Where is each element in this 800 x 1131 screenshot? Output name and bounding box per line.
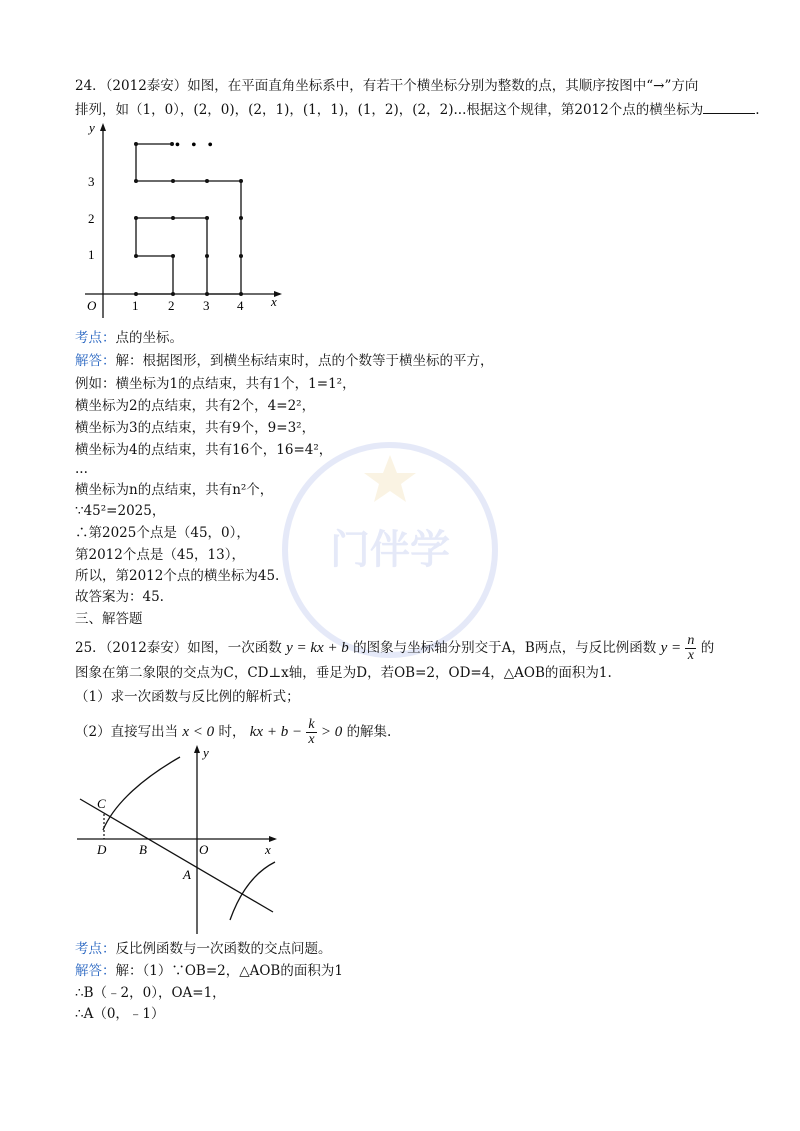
q24-solution-line [75, 352, 494, 370]
y-axis-label: y [203, 745, 209, 760]
linear-function-line [80, 799, 273, 912]
q24-solution-line: 故答案为：45. [75, 589, 164, 605]
condition: x < 0 [182, 724, 215, 740]
solution-text: 解：（1）∵OB=2，△AOB的面积为1 [115, 963, 343, 979]
q24-solution-line: 第2012个点是（45，13）， [75, 547, 245, 563]
q25-part1: （1）求一次函数与反比例的解析式； [75, 689, 300, 705]
point-C-label: C [97, 796, 106, 811]
q24-graph [75, 118, 295, 323]
q25-stem-line2: 图象在第二象限的交点为C，CD⊥x轴，垂足为D，若OB=2，OD=4，△AOB的面积为1. [75, 665, 612, 681]
origin-label: O [87, 298, 97, 313]
inequality-right: > 0 [320, 724, 343, 740]
q25-text: 25．（2012泰安）如图，一次函数 [75, 640, 282, 656]
q25-solution-line: ∴B（﹣2，0），OA=1， [75, 985, 226, 1001]
q24-stem-text: 排列，如（1，0），(2，0)，(2，1)，(1，1)，(1，2)，(2，2)...根据这个规律，第2012个点的横坐标为 [75, 102, 704, 118]
q25-kaodian [75, 940, 332, 958]
x-axis-label: x [271, 294, 277, 309]
q24-stem-period: . [755, 102, 760, 118]
section-heading: 三、解答题 [75, 611, 143, 627]
kaodian-label: 考点： [75, 941, 116, 957]
q24-solution-line: 所以，第2012个点的横坐标为45. [75, 568, 280, 584]
q25-stem-line1 [75, 634, 714, 663]
kaodian-text: 反比例函数与一次函数的交点问题。 [115, 941, 332, 957]
inequality-left: kx + b − [249, 724, 303, 740]
kaodian-text: 点的坐标。 [115, 330, 183, 346]
q24-solution-line: 横坐标为2的点结束，共有2个，4=2²， [75, 398, 316, 414]
answer-blank [703, 101, 755, 114]
kaodian-label: 考点： [75, 330, 116, 346]
y-tick-3: 3 [88, 174, 95, 189]
q24-solution-line: 横坐标为n的点结束，共有n²个， [75, 482, 274, 498]
y-tick-2: 2 [88, 211, 95, 226]
origin-label: O [199, 842, 209, 857]
q25-text: （2）直接写出当 [75, 724, 179, 740]
q24-solution-line: 横坐标为4的点结束，共有16个，16=4²， [75, 442, 333, 458]
q24-solution-line: ∵45²=2025， [75, 503, 166, 519]
y-tick-1: 1 [88, 247, 95, 262]
q24-solution-line: ... [75, 461, 88, 477]
q25-text: 的 [700, 640, 715, 656]
point-A-label: A [183, 867, 191, 882]
q24-stem-line2 [75, 101, 760, 119]
point-B-label: B [139, 842, 147, 857]
q25-solution-line: ∴A（0，﹣1） [75, 1006, 165, 1022]
q25-text: 时， [218, 724, 246, 740]
q25-solution-line [75, 962, 343, 980]
lattice-dots [134, 142, 243, 296]
x-tick-3: 3 [203, 298, 210, 313]
jieda-label: 解答： [75, 353, 116, 369]
x-axis-label: x [265, 842, 271, 857]
svg-text:门伴学: 门伴学 [330, 527, 450, 572]
inequality-fraction: $\frac{k}{x}$ [308, 717, 315, 747]
x-tick-2: 2 [168, 298, 175, 313]
q24-kaodian [75, 329, 183, 347]
q24-solution-line: ∴第2025个点是（45，0）， [75, 525, 250, 541]
x-tick-4: 4 [237, 298, 244, 313]
q24-stem-line1: 24．（2012泰安）如图，在平面直角坐标系中，有若干个横坐标分别为整数的点，其顺序按图中“→”方向 [75, 78, 699, 94]
q25-text: 的解集. [346, 724, 392, 740]
x-tick-1: 1 [132, 298, 139, 313]
spiral-path [136, 144, 241, 294]
inverse-eq-left: y = [660, 640, 682, 656]
q24-solution-line: 横坐标为3的点结束，共有9个，9=3²， [75, 420, 316, 436]
continuation-dots: • • • [175, 138, 217, 153]
point-D-label: D [97, 842, 107, 857]
q24-solution-line: 例如：横坐标为1的点结束，共有1个，1=1²， [75, 376, 356, 392]
inverse-eq-fraction: $\frac{n}{x}$ [687, 633, 695, 663]
linear-equation: y = kx + b [286, 640, 349, 656]
q25-text: 的图象与坐标轴分别交于A，B两点，与反比例函数 [353, 640, 657, 656]
solution-text: 解：根据图形，到横坐标结束时，点的个数等于横坐标的平方， [115, 353, 494, 369]
q25-graph [75, 742, 285, 937]
y-axis-label: y [89, 120, 95, 135]
jieda-label: 解答： [75, 963, 116, 979]
